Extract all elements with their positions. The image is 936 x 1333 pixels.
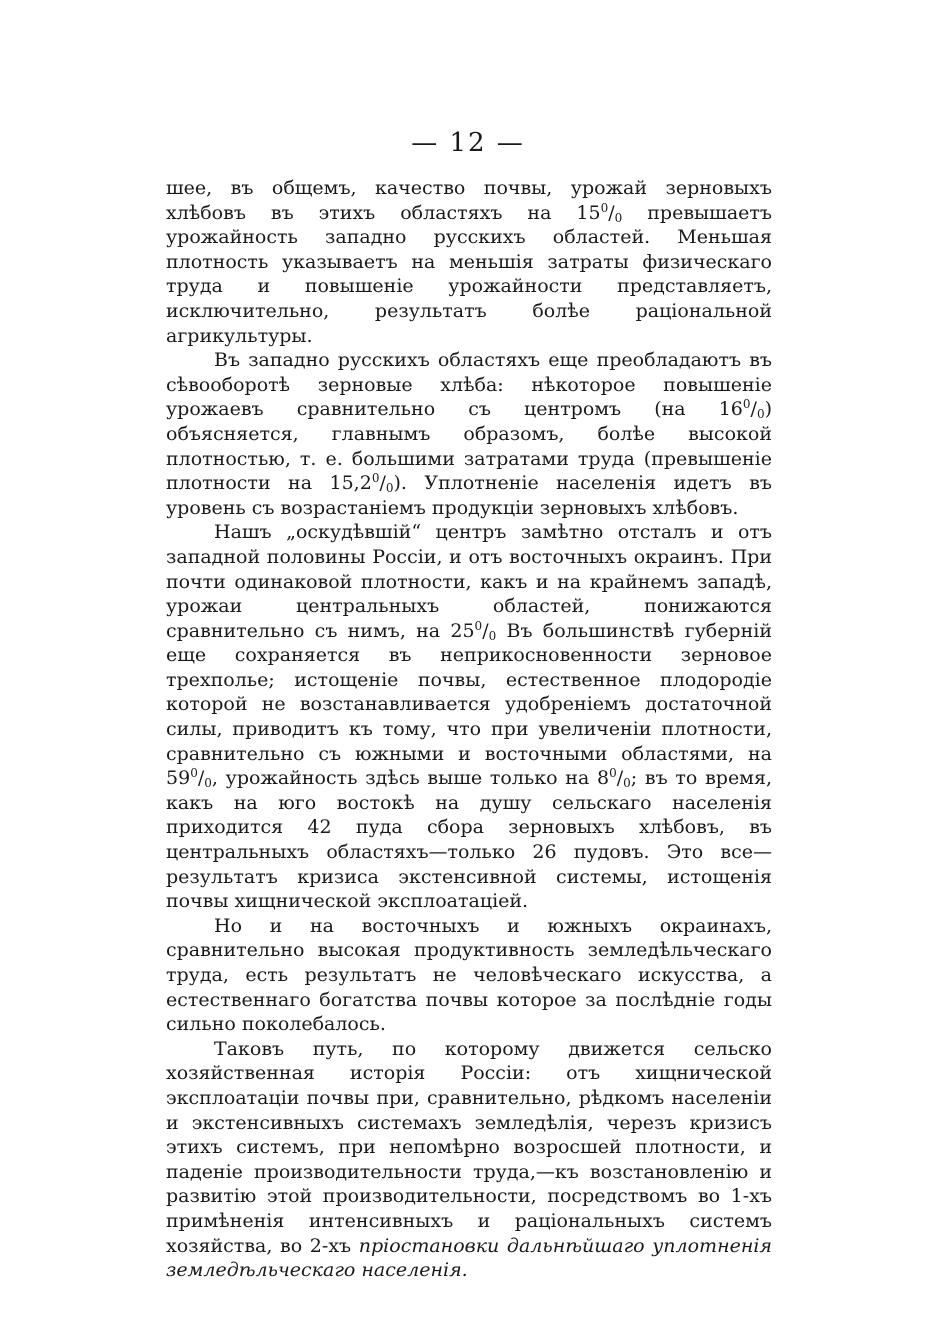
percent-sub: 0	[614, 210, 623, 225]
percent-sup: 0	[609, 766, 617, 781]
percent-slash: /	[750, 398, 757, 421]
percent-sub: 0	[385, 481, 394, 496]
p3-text-a: Нашъ „оскудѣвшій“ центръ замѣтно отсталъ и отъ западной половины Россіи, и отъ восточныхъ окраинъ. При почти одинаковой плотности, какъ и на крайнемъ западѣ, урожаи центральныхъ областей, понижаются сравнительно съ нимъ, на 25	[166, 521, 772, 642]
percent-sup: 0	[742, 397, 751, 412]
percent-sub: 0	[488, 628, 497, 643]
percent-sub: 0	[756, 407, 765, 422]
p5-italic-conclusion: пріостановки дальнѣйшаго уплотненія земледѣльческаго населенія.	[166, 1234, 772, 1282]
page-number: — 12 —	[411, 128, 525, 158]
p3-text-d: ; въ то время, какъ на юго востокѣ на душу сельскаго населенія приходится 42 пуда сбора зерновыхъ хлѣбовъ, въ центральныхъ областяхъ—только 26 пудовъ. Это все—результатъ кризиса экстенсивной системы, истощенія почвы хищнической эксплоатаціей.	[166, 767, 772, 913]
paragraph-2	[166, 348, 772, 520]
p5-text-a: Таковъ путь, по которому движется сельско хозяйственная исторія Россіи: отъ хищнической эксплоатаціи почвы при, сравнительно, рѣдкомъ населеніи и экстенсивныхъ системахъ земледѣлія, черезъ кризисъ этихъ системъ, при непомѣрно возросшей плотности, и паденіе производительности труда,—къ возстановленію и развитію этой производительности, посредствомъ во 1-хъ примѣненія интенсивныхъ и раціональныхъ системъ хозяйства, во 2-хъ	[166, 1037, 772, 1257]
percent-sup: 0	[600, 200, 609, 215]
paragraph-3	[166, 520, 772, 914]
p3-text-c: , урожайность здѣсь выше только на 8	[211, 767, 610, 790]
percent-sup: 0	[371, 471, 380, 486]
percent-slash: /	[379, 472, 386, 495]
percent-slash: /	[616, 767, 624, 790]
percent-sup: 0	[190, 766, 198, 781]
p3-text-b: Въ большинствѣ губерній еще сохраняется въ неприкосновенности зерновое трехполье; истощеніе почвы, естественное плодородіе которой не возстанавливается удобреніемъ достаточной силы, приводитъ къ тому, что при увеличеніи плотности, сравнительно съ южными и восточными областями, на 59	[166, 619, 772, 790]
p2-text-c: ). Уплотненіе населенія идетъ въ уровень съ возрастаніемъ продукціи зерновыхъ хлѣбовъ.	[166, 472, 772, 519]
percent-slash: /	[608, 201, 615, 224]
percent-sub: 0	[204, 776, 212, 791]
p1-text-a: шее, въ общемъ, качество почвы, урожай зерновыхъ хлѣбовъ въ этихъ областяхъ на 15	[166, 177, 772, 224]
percent-slash: /	[197, 767, 205, 790]
p1-text-b: превышаетъ урожайность западно русскихъ областей. Меньшая плотность указываетъ на меньшія затраты физическаго труда и повышеніе урожайности представляетъ, исключительно, результатъ болѣе раціональной агрикультуры.	[166, 201, 772, 347]
percent-slash: /	[482, 619, 489, 642]
paragraph-4: Но и на восточныхъ и южныхъ окраинахъ, сравнительно высокая продуктивность земледѣльческаго труда, есть результатъ не человѣческаго искусства, а естественнаго богатства почвы которое за послѣдніе годы сильно поколебалось.	[166, 914, 772, 1036]
paragraph-5	[166, 1037, 772, 1283]
percent-sub: 0	[623, 776, 631, 791]
p2-text-b: ) объясняется, главнымъ образомъ, болѣе высокой плотностью, т. е. большими затратами труда (превышеніе плотности на 15,2	[166, 398, 772, 495]
paragraph-1	[166, 176, 772, 348]
p2-text-a: Въ западно русскихъ областяхъ еще преобладаютъ въ сѣвооборотѣ зерновые хлѣба: нѣкоторое повышеніе урожаевъ сравнительно съ центромъ (на 16	[166, 349, 772, 421]
percent-sup: 0	[474, 618, 483, 633]
body-text	[166, 176, 772, 1283]
